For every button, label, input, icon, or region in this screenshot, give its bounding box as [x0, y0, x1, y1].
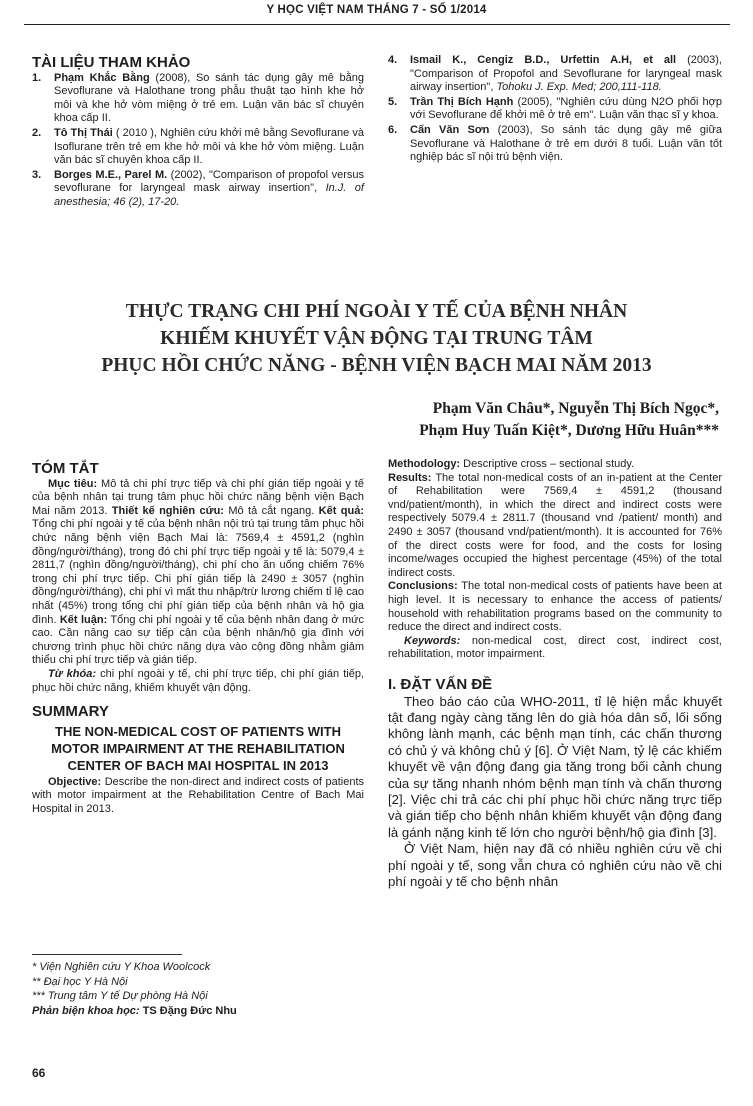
summary-heading: SUMMARY	[32, 703, 109, 721]
reference-number: 2.	[32, 126, 42, 139]
summary-results-text: The total non-medical costs of an in-patient at the Center of Rehabilitation were 7569,4 ± 4591,2 (thousand vnd/patient/month), in which the direct and indirect costs were respectively 5079.4 ± 2811.7 (thousand vnd /patient/ month) and 2490 ± 3057 (thousand vnd/patient/month). It is accounted for 76% of the direct costs were for food, and the costs for losing income/wages occupied the highest percentage (45%) of the total indirect costs.	[388, 471, 722, 579]
abstract-results: Tổng chi phí ngoài y tế của bệnh nhân nội trú tại trung tâm phục hồi chức năng bệnh viện Bạch Mai là: 7569,4 ± 4591,2 (nghìn đồng/người/tháng), trong đó chi phí trực tiếp ngoài y tế là: 5079,4 ± 2811,7 (nghìn đồng/người/tháng), chi phí cho ăn uống chiếm 76% trong chi phí trực tiếp. Chi phí gián tiếp là 2490 ± 3057 (nghìn đồng/người/tháng), chi phí vì mất thu nhập/trừ lương chiếm tỉ lệ cao nhất (45%) trong tổng chi phí gián tiếp của bệnh nhân và hộ gia đình.	[32, 518, 364, 626]
label-conclusions: Conclusions:	[388, 580, 458, 593]
abstract-design: Mô tả cắt ngang.	[223, 504, 319, 517]
label-results: Kết quả:	[318, 504, 364, 517]
references-right	[388, 54, 722, 166]
article-title	[40, 298, 713, 379]
reviewer-name: TS Đặng Đức Nhu	[139, 1004, 237, 1017]
reference-author: Tô Thị Thái	[54, 126, 113, 139]
title-line: KHIẾM KHUYẾT VẬN ĐỘNG TẠI TRUNG TÂM	[160, 328, 593, 349]
reference-item	[32, 72, 364, 126]
summary-methodology	[388, 458, 722, 472]
summary-methodology-text: Descriptive cross – sectional study.	[460, 458, 635, 470]
reference-item	[388, 124, 722, 165]
reference-number: 5.	[388, 95, 398, 108]
reference-number: 1.	[32, 71, 42, 84]
footnote: *** Trung tâm Y tế Dự phòng Hà Nội	[32, 990, 208, 1002]
summary-keywords	[388, 635, 722, 662]
page-number: 66	[32, 1066, 46, 1080]
reference-number: 3.	[32, 168, 42, 181]
reviewer-label: Phản biện khoa học:	[32, 1004, 140, 1017]
reference-text: ( 2010 ), Nghiên cứu khởi mê bằng Sevoflurane và Isoflurane trên trẻ em khe hở môi và khe hở vòm miệng. Luận văn bác sĩ chuyên khoa cấp II.	[54, 126, 364, 167]
reference-author: Trần Thị Bích Hạnh	[410, 95, 514, 108]
abstract-heading: TÓM TẮT	[32, 460, 99, 477]
reference-item	[388, 96, 722, 123]
title-line: THỰC TRẠNG CHI PHÍ NGOÀI Y TẾ CỦA BỆNH NHÂN	[125, 301, 628, 322]
authors-line: Phạm Huy Tuấn Kiệt*, Dương Hữu Huân***	[419, 422, 719, 439]
intro-heading: I. ĐẶT VẤN ĐỀ	[388, 675, 493, 693]
reference-author: Ismail K., Cengiz B.D., Urfettin A.H, et all	[410, 54, 677, 66]
abstract-conclusion: Tổng chi phí ngoài y tế của bệnh nhân đang ở mức cao. Cần nâng cao sự tiếp cận của bệnh nhân/hộ gia đình với chương trình phục hồi chức năng dựa vào cộng đồng nhằm giảm thiểu chi phí trực tiếp và gián tiếp.	[32, 613, 364, 667]
reviewer	[32, 1004, 362, 1019]
keywords-text: chi phí ngoài y tế, chi phí trực tiếp, chi phí gián tiếp, phục hồi chức năng, khiếm khuyết vận động.	[32, 667, 364, 694]
abstract-paragraph	[32, 478, 364, 668]
reference-author: Phạm Khắc Bằng	[54, 71, 150, 84]
left-column	[32, 462, 364, 816]
footnote-rule	[32, 954, 182, 955]
summary-results	[388, 472, 722, 581]
reference-author: Borges M.E., Parel M.	[54, 168, 168, 181]
label-methodology: Methodology:	[388, 458, 461, 470]
journal-header: Y HỌC VIỆT NAM THÁNG 7 - SỐ 1/2014	[266, 4, 487, 16]
summary-title: THE NON-MEDICAL COST OF PATIENTS WITH MOTOR IMPAIRMENT AT THE REHABILITATION CENTER OF BACH MAI HOSPITAL IN 2013	[51, 723, 345, 773]
label-keywords: Keywords:	[404, 634, 461, 647]
reference-text: (2005), "Nghiên cứu dùng N2O phối hợp với Sevoflurane để khởi mê ở trẻ em". Luận văn thạc sĩ y khoa.	[410, 95, 723, 122]
label-objective: Mục tiêu:	[48, 477, 98, 490]
reference-text: (2008), So sánh tác dụng gây mê bằng Sevoflurane và Halothane trong phẫu thuật tạo hình khe hở môi và khe hở vòm miệng ở trẻ em. Luận văn bác sĩ chuyên khoa cấp II.	[54, 71, 365, 125]
authors	[419, 398, 719, 442]
label-design: Thiết kế nghiên cứu:	[111, 504, 224, 517]
label-conclusion: Kết luận:	[59, 613, 108, 626]
summary-conclusions-text: The total non-medical costs of patients have been at high level. It is necessary to enhance the access of patients/ household with rehabilitation programs based on the community to reduce the direct and indirect costs.	[388, 580, 722, 634]
footnotes	[32, 960, 362, 1018]
reference-source: Tohoku J. Exp. Med; 200,111-118.	[496, 81, 662, 94]
reference-number: 6.	[388, 123, 398, 136]
authors-line: Phạm Văn Châu*, Nguyễn Thị Bích Ngọc*,	[432, 400, 719, 417]
reference-text: (2003), "Comparison of Propofol and Sevoflurane for laryngeal mask airway insertion",	[410, 54, 722, 94]
summary-objective	[32, 776, 364, 817]
footnote: ** Đại học Y Hà Nội	[32, 975, 128, 988]
summary-objective-text: Describe the non-direct and indirect costs of patients with motor impairment at the Rehabilitation Centre of Bach Mai Hospital in 2013.	[32, 775, 364, 815]
summary-conclusions	[388, 580, 722, 634]
label-results: Results:	[388, 471, 432, 484]
references-heading: TÀI LIỆU THAM KHẢO	[32, 54, 191, 71]
reference-item	[388, 54, 722, 95]
intro-paragraph: Ở Việt Nam, hiện nay đã có nhiều nghiên cứu về chi phí ngoài y tế, song vẫn chưa có nghiên cứu nào về chi phí ngoài y tế cho bệnh nhân	[388, 841, 722, 889]
reference-source: In.J. of anesthesia; 46 (2), 17-20.	[54, 182, 364, 208]
summary-keywords-text: non-medical cost, direct cost, indirect cost, rehabilitation, motor impairment.	[388, 634, 722, 661]
label-objective: Objective:	[48, 775, 102, 788]
reference-number: 4.	[388, 54, 398, 66]
title-line: PHỤC HỒI CHỨC NĂNG - BỆNH VIỆN BẠCH MAI NĂM 2013	[101, 355, 652, 376]
header-rule	[24, 24, 730, 25]
abstract-keywords	[32, 668, 364, 695]
reference-text: (2003), So sánh tác dụng gây mê giữa Sevoflurane và Halothane ở trẻ em dưới 8 tuổi. Luận văn tốt nghiệp bác sĩ nội trú bệnh viện.	[410, 123, 722, 164]
reference-item	[32, 127, 364, 168]
abstract-objective: Mô tả chi phí trực tiếp và chi phí gián tiếp ngoài y tế của bệnh nhân tại trung tâm phục hồi chức năng bệnh viện Bạch Mai năm 2013.	[32, 477, 364, 517]
intro-paragraph: Theo báo cáo của WHO-2011, tỉ lệ hiện mắc khuyết tật đang ngày càng tăng lên do già hóa dân số, lối sống không lành mạnh, các bệnh mạn tính, các chấn thương có chủ ý và không chủ ý [6]. Ở Việt Nam, tỷ lệ các khiếm khuyết về vận động đang gia tăng trong bối cảnh chung của sự tăng nhanh nhóm bệnh mạn tính và chấn thương [2]. Việc chi trả các chi phí phục hồi chức năng trực tiếp và gián tiếp cho bệnh nhân khiếm khuyết vận động đang là gánh nặng kinh tế lớn cho người bệnh/hộ gia đình [3].	[388, 693, 722, 840]
footnote: * Viện Nghiên cứu Y Khoa Woolcock	[32, 961, 211, 973]
references-left	[32, 56, 364, 211]
reference-author: Cấn Văn Sơn	[410, 123, 490, 136]
reference-item	[32, 169, 364, 210]
reference-text: (2002), "Comparison of propofol versus sevoflurane for laryngeal mask airway insertion",	[54, 168, 364, 195]
label-keywords: Từ khóa:	[48, 667, 97, 680]
right-column	[388, 458, 722, 890]
